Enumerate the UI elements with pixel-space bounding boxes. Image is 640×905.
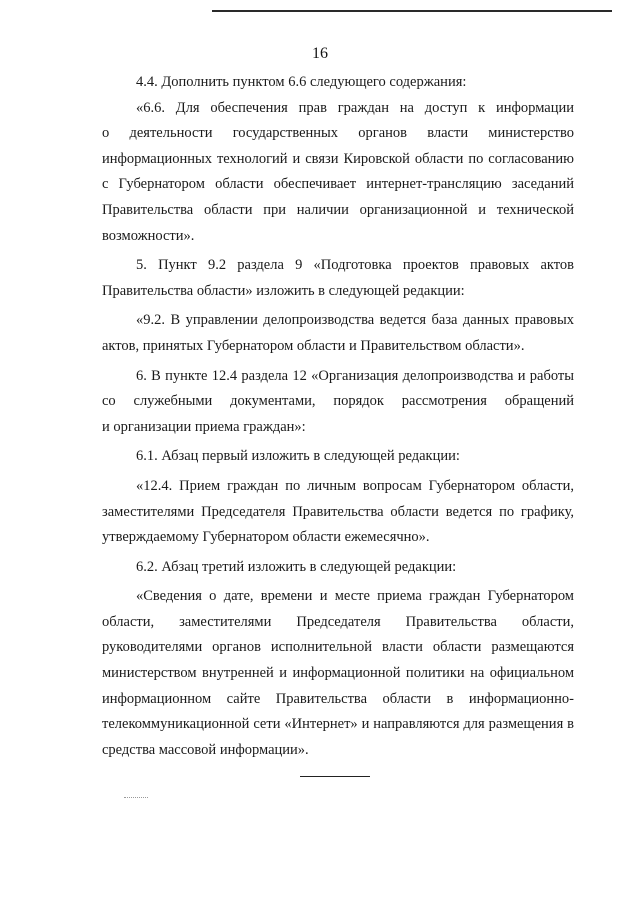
text-line: с Губернатором области обеспечивает интернет-трансляцию заседаний — [102, 176, 574, 193]
text-line: «12.4. Прием граждан по личным вопросам Губернатором области, — [136, 477, 574, 494]
page-number: 16 — [312, 45, 328, 62]
top-border-line — [212, 10, 612, 12]
text-line: 6.1. Абзац первый изложить в следующей редакции: — [136, 448, 460, 465]
text-line: 6. В пункте 12.4 раздела 12 «Организация делопроизводства и работы — [136, 367, 574, 384]
text-line: 5. Пункт 9.2 раздела 9 «Подготовка проектов правовых актов — [136, 257, 574, 274]
text-line: со служебными документами, порядок рассмотрения обращений — [102, 393, 574, 410]
text-line: «Сведения о дате, времени и месте приема граждан Губернатором — [136, 588, 574, 605]
text-line: утверждаемому Губернатором области ежемесячно». — [102, 529, 430, 546]
text-line: «6.6. Для обеспечения прав граждан на доступ к информации — [136, 99, 574, 116]
text-line: Правительства области» изложить в следующей редакции: — [102, 282, 465, 299]
text-line: возможности». — [102, 227, 195, 244]
text-line: средства массовой информации». — [102, 741, 309, 758]
text-line: информационных технологий и связи Кировской области по согласованию — [102, 150, 574, 167]
text-line: Правительства области при наличии организационной и технической — [102, 201, 574, 218]
text-line: телекоммуникационной сети «Интернет» и направляются для размещения в — [102, 716, 574, 733]
text-line: 4.4. Дополнить пунктом 6.6 следующего содержания: — [136, 74, 467, 90]
text-line: информационном сайте Правительства области в информационно- — [102, 690, 574, 707]
text-line: и организации приема граждан»: — [102, 418, 306, 435]
scan-artifact — [124, 797, 148, 799]
text-line: руководителями органов исполнительной власти области размещаются — [102, 639, 574, 656]
text-line: актов, принятых Губернатором области и Правительством области». — [102, 337, 525, 354]
text-line: заместителями Председателя Правительства области ведется по графику, — [102, 503, 574, 520]
end-of-text-rule — [300, 776, 370, 777]
text-line: «9.2. В управлении делопроизводства ведется база данных правовых — [136, 312, 574, 329]
text-line: министерством внутренней и информационной политики на официальном — [102, 665, 574, 682]
text-line: области, заместителями Председателя Правительства области, — [102, 613, 574, 630]
document-body — [102, 70, 574, 763]
text-line: 6.2. Абзац третий изложить в следующей редакции: — [136, 558, 457, 575]
text-line: о деятельности государственных органов власти министерство — [102, 125, 574, 142]
